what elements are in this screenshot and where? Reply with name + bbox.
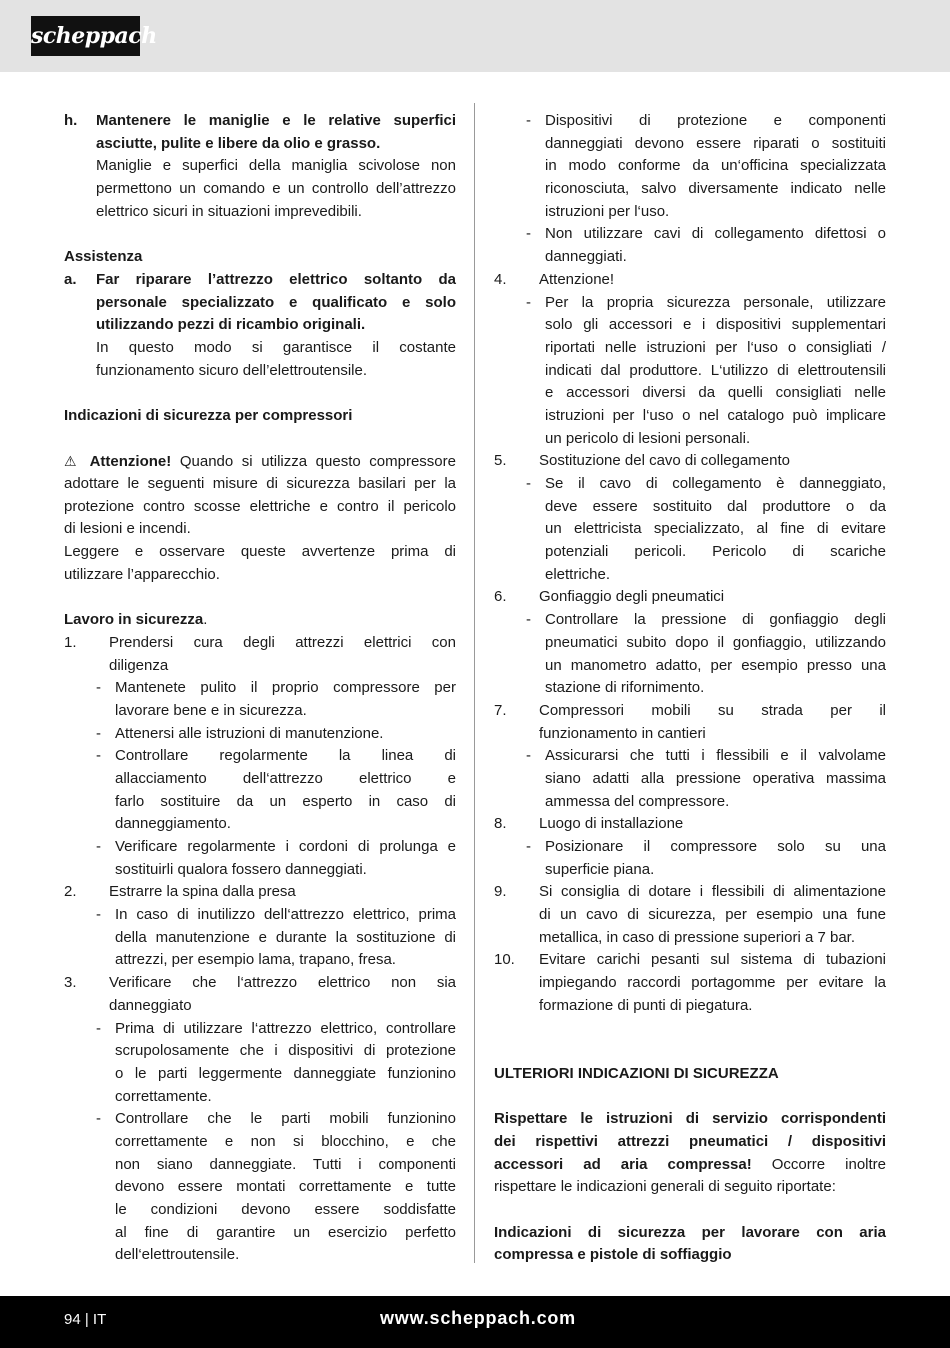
right-bullet-text: un elettricista specializzato, al fine di evitare — [545, 520, 886, 538]
left-bullet-line — [64, 904, 456, 927]
right-bullet-text: Per la propria sicurezza personale, utilizzare — [545, 293, 886, 311]
h-text-2: permettono un comando e un controllo dell’attrezzo — [96, 180, 456, 198]
right-item-7-title — [494, 949, 886, 972]
warning-icon: ⚠ — [64, 453, 81, 470]
rispettare-line-3: accessori ad aria compressa! Occorre inoltre — [494, 1155, 886, 1173]
left-bullet-line — [64, 677, 456, 700]
left-bullet-text: farlo sostituire da un esperto in caso di — [115, 792, 456, 810]
left-bullet-text: sostituirli qualora fossero danneggiati. — [115, 860, 367, 878]
right-item-title-text: metallica, in caso di pressione superiori a 7 bar. — [539, 928, 855, 946]
right-bullet-line — [494, 541, 886, 564]
left-bullet-line — [64, 723, 456, 746]
left-item-number: 2. — [64, 883, 77, 901]
left-bullet-text: In caso di inutilizzo dell‘attrezzo elettrico, prima — [115, 906, 456, 924]
dash-marker: - — [96, 838, 101, 855]
right-bullet-text: potenziali pericoli. Pericolo di scariche — [545, 543, 886, 561]
left-bullet-text: al fine di garantire un esercizio perfetto — [115, 1223, 456, 1241]
h-line-1: h. Mantenere le maniglie e le relative superfici — [64, 112, 456, 129]
right-item-title-text: Compressori mobili su strada per il — [539, 701, 886, 719]
left-bullet-text: danneggiamento. — [115, 815, 231, 833]
right-bullet-line — [494, 314, 886, 337]
right-top-bullet-text: Dispositivi di protezione e componenti — [545, 112, 886, 129]
a-text-1: In questo modo si garantisce il costante — [96, 338, 456, 356]
left-numbered-list — [64, 632, 456, 1267]
left-bullet-text: correttamente. — [115, 1087, 212, 1105]
dash-marker: - — [526, 747, 531, 765]
right-item-number: 5. — [494, 452, 507, 470]
right-top-bullet-text: riconosciuta, salvo diversamente indicato nelle — [545, 180, 886, 198]
left-item-title-text: danneggiato — [109, 996, 192, 1014]
dash-marker: - — [526, 475, 531, 492]
right-bullet-line — [494, 791, 886, 814]
right-item-title-text: Gonfiaggio degli pneumatici — [539, 588, 725, 606]
left-bullet-text: Prima di utilizzare l‘attrezzo elettrico, controllare — [115, 1019, 456, 1037]
right-bullet-line — [494, 360, 886, 383]
left-item-number: 3. — [64, 974, 77, 992]
right-bullet-text: solo gli accessori e i dispositivi supplementari — [545, 316, 886, 334]
left-bullet-text: Attenersi alle istruzioni di manutenzione. — [115, 724, 384, 742]
right-bullet-text: stazione di rifornimento. — [545, 679, 705, 697]
right-item-3-title — [494, 586, 886, 609]
rispettare-line-1: Rispettare le istruzioni di servizio corrispondenti — [494, 1110, 886, 1128]
left-bullet-text: o le parti leggermente danneggiate funzionino — [115, 1064, 456, 1082]
left-bullet-text: devono essere montati correttamente e tutte — [115, 1178, 456, 1196]
right-bullet-text: un manometro adatto, per esempio presso una — [545, 656, 886, 674]
right-bullet-text: siano adatti alla pressione operativa massima — [545, 769, 886, 787]
a-text-2: funzionamento sicuro dell’elettroutensile. — [96, 361, 367, 379]
h-text-1: Maniglie e superfici della maniglia scivolose non — [96, 157, 456, 175]
left-bullet-text: le condizioni devono essere soddisfatte — [115, 1201, 456, 1218]
dash-marker: - — [526, 293, 531, 311]
h-line-2: asciutte, pulite e libere da olio e grasso. — [96, 134, 381, 152]
a-line-1: a. Far riparare l’attrezzo elettrico soltanto da — [64, 270, 456, 288]
left-bullet-line — [64, 1086, 456, 1109]
left-bullet-line — [64, 768, 456, 791]
left-bullet-line — [64, 1154, 456, 1177]
right-bullet-line — [494, 745, 886, 768]
left-item-title-text: Estrarre la spina dalla presa — [109, 883, 296, 901]
right-top-bullet-line — [494, 201, 886, 224]
right-bullet-line — [494, 609, 886, 632]
right-bullet-text: e accessori diversi da quelli consigliati nelle — [545, 384, 886, 402]
final-heading-1: Indicazioni di sicurezza per lavorare con aria — [494, 1223, 886, 1241]
right-item-title-text: formazione di punti di piegatura. — [539, 996, 753, 1014]
left-bullet-text: Verificare regolarmente i cordoni di prolunga e — [115, 838, 456, 855]
right-bullet-text: un pericolo di lesioni personali. — [545, 429, 751, 447]
right-item-number: 8. — [494, 815, 507, 833]
right-bullet-line — [494, 496, 886, 519]
left-item-1-title — [64, 655, 456, 678]
right-bullet-text: pneumatici subito dopo il gonfiaggio, utilizzando — [545, 633, 886, 651]
right-item-5-title — [494, 813, 886, 836]
dash-marker: - — [96, 679, 101, 697]
right-bullet-text: indicati dal produttore. L‘utilizzo di elettroutensili — [545, 361, 886, 379]
right-item-number: 10. — [494, 951, 515, 969]
right-top-bullet-line — [494, 246, 886, 269]
left-bullet-text: dell‘elettroutensile. — [115, 1246, 240, 1264]
right-bullet-text: riportati nelle istruzioni per l‘uso o consigliati / — [545, 338, 886, 356]
right-bullet-line — [494, 518, 886, 541]
left-bullet-line — [64, 949, 456, 972]
dash-marker: - — [526, 225, 531, 243]
left-bullet-line — [64, 1131, 456, 1154]
page-number: 94 | IT — [64, 1311, 107, 1328]
right-bullet-line — [494, 405, 886, 428]
right-item-title-text: Sostituzione del cavo di collegamento — [539, 452, 790, 470]
right-numbered-list — [494, 269, 886, 1018]
right-top-bullets — [494, 110, 886, 269]
dash-marker: - — [526, 112, 531, 129]
right-bullet-line — [494, 564, 886, 587]
dash-marker: - — [526, 611, 531, 629]
left-bullet-line — [64, 1040, 456, 1063]
left-bullet-text: attrezzi, per esempio lama, trapano, fresa. — [115, 951, 396, 969]
right-bullet-text: superficie piana. — [545, 860, 655, 878]
left-bullet-line — [64, 1018, 456, 1041]
left-item-title-text: Prendersi cura degli attrezzi elettrici con — [109, 633, 456, 651]
left-bullet-line — [64, 1063, 456, 1086]
left-item-2-title — [64, 881, 456, 904]
right-column — [494, 110, 886, 1267]
right-bullet-line — [494, 768, 886, 791]
right-top-bullet-line — [494, 110, 886, 133]
warning-line-2: adottare le seguenti misure di sicurezza basilari per la — [64, 475, 456, 492]
ulteriori-heading: ULTERIORI INDICAZIONI DI SICUREZZA — [494, 1064, 779, 1082]
right-bullet-line — [494, 292, 886, 315]
website-link[interactable]: www.scheppach.com — [380, 1308, 576, 1328]
left-bullet-text: lavorare bene e in sicurezza. — [115, 701, 307, 719]
left-bullet-text: Mantenete pulito il proprio compressore per — [115, 679, 456, 697]
right-item-title-text: di un cavo di sicurezza, per esempio una fune — [539, 906, 886, 924]
left-bullet-line — [64, 859, 456, 882]
right-item-1-title — [494, 269, 886, 292]
left-bullet-text: allacciamento dell‘attrezzo elettrico e — [115, 769, 456, 787]
right-item-6-title — [494, 927, 886, 950]
left-item-3-title — [64, 995, 456, 1018]
dash-marker: - — [96, 724, 101, 742]
read-line-1: Leggere e osservare queste avvertenze prima di — [64, 543, 456, 561]
left-bullet-text: non siano danneggiate. Tutti i componenti — [115, 1155, 456, 1173]
column-divider — [474, 103, 475, 1263]
right-top-bullet-text: Non utilizzare cavi di collegamento difettosi o — [545, 225, 886, 243]
right-bullet-line — [494, 859, 886, 882]
warning-line-1: ⚠ Attenzione! Quando si utilizza questo compressore — [64, 453, 456, 471]
right-top-bullet-line — [494, 133, 886, 156]
right-bullet-line — [494, 473, 886, 496]
left-bullet-line — [64, 745, 456, 768]
scheppach-logo: scheppach — [31, 16, 140, 56]
final-heading-2: compressa e pistole di soffiaggio — [494, 1246, 732, 1264]
right-bullet-line — [494, 382, 886, 405]
right-item-title-text: Si consiglia di dotare i flessibili di alimentazione — [539, 883, 886, 901]
left-item-title-text: Verificare che l‘attrezzo elettrico non sia — [109, 974, 456, 992]
right-bullet-text: Posizionare il compressore solo su una — [545, 838, 886, 855]
left-bullet-text: della manutenzione e durante la sostituzione di — [115, 928, 456, 946]
right-item-6-title — [494, 881, 886, 904]
page-header — [0, 0, 950, 72]
right-item-4-title — [494, 723, 886, 746]
dash-marker: - — [96, 1019, 101, 1037]
right-item-title-text: funzionamento in cantieri — [539, 724, 706, 742]
right-top-bullet-line — [494, 155, 886, 178]
dash-marker: - — [96, 747, 101, 765]
right-item-number: 6. — [494, 588, 507, 606]
a-line-2: personale specializzato e qualificato e solo — [96, 293, 456, 311]
lavoro-heading: Lavoro in sicurezza. — [64, 611, 208, 629]
right-bullet-text: istruzioni per l‘uso o nel catalogo può implicare — [545, 406, 886, 424]
right-top-bullet-line — [494, 178, 886, 201]
left-bullet-line — [64, 1108, 456, 1131]
right-bullet-line — [494, 836, 886, 859]
right-bullet-line — [494, 337, 886, 360]
left-bullet-line — [64, 927, 456, 950]
right-item-title-text: Luogo di installazione — [539, 815, 684, 833]
left-item-3-title — [64, 972, 456, 995]
right-bullet-text: ammessa del compressore. — [545, 792, 730, 810]
rispettare-line-2: dei rispettivi attrezzi pneumatici / dispositivi — [494, 1132, 886, 1150]
assistenza-heading: Assistenza — [64, 248, 143, 266]
warning-line-3: protezione contro scosse elettriche e contro il pericolo — [64, 497, 456, 515]
right-bullet-text: Se il cavo di collegamento è danneggiato, — [545, 475, 886, 492]
left-column — [64, 110, 456, 1267]
right-bullet-line — [494, 428, 886, 451]
left-bullet-text: correttamente e non si blocchino, e che — [115, 1132, 456, 1150]
dash-marker: - — [526, 838, 531, 855]
left-bullet-line — [64, 1199, 456, 1222]
left-bullet-text: Controllare regolarmente la linea di — [115, 747, 456, 765]
left-bullet-line — [64, 1222, 456, 1245]
right-top-bullet-text: in modo conforme da un‘officina specializzata — [545, 157, 886, 175]
left-item-number: 1. — [64, 633, 77, 651]
left-bullet-line — [64, 813, 456, 836]
right-top-bullet-line — [494, 223, 886, 246]
a-line-3: utilizzando pezzi di ricambio originali. — [96, 316, 366, 334]
right-item-7-title — [494, 972, 886, 995]
right-bullet-text: Controllare la pressione di gonfiaggio degli — [545, 611, 886, 629]
right-bullet-line — [494, 632, 886, 655]
right-item-title-text: Attenzione! — [539, 270, 615, 288]
right-item-7-title — [494, 995, 886, 1018]
right-top-bullet-text: danneggiati devono essere riparati o sostituiti — [545, 134, 886, 152]
right-bullet-line — [494, 677, 886, 700]
right-bullet-text: elettriche. — [545, 565, 611, 583]
left-item-title-text: diligenza — [109, 656, 169, 674]
left-bullet-text: scrupolosamente che i dispositivi di protezione — [115, 1042, 456, 1060]
warning-line-4: di lesioni e incendi. — [64, 520, 191, 538]
right-item-title-text: Evitare carichi pesanti sul sistema di tubazioni — [539, 951, 886, 969]
right-item-number: 9. — [494, 883, 507, 901]
rispettare-line-4: rispettare le indicazioni generali di seguito riportate: — [494, 1178, 836, 1196]
right-bullet-text: deve essere sostituito dal produttore o da — [545, 497, 886, 515]
right-item-6-title — [494, 904, 886, 927]
right-bullet-text: Assicurarsi che tutti i flessibili e il valvolame — [545, 747, 886, 765]
right-item-2-title — [494, 450, 886, 473]
page-footer — [0, 1296, 950, 1348]
right-item-number: 7. — [494, 701, 507, 719]
h-text-3: elettrico sicuri in situazioni imprevedibili. — [96, 202, 362, 220]
right-bullet-line — [494, 655, 886, 678]
right-top-bullet-text: istruzioni per l‘uso. — [545, 202, 670, 220]
left-bullet-line — [64, 1244, 456, 1267]
left-bullet-line — [64, 791, 456, 814]
right-item-number: 4. — [494, 270, 507, 288]
compressori-heading: Indicazioni di sicurezza per compressori — [64, 406, 353, 424]
left-bullet-text: Controllare che le parti mobili funzionino — [115, 1110, 456, 1128]
left-bullet-line — [64, 700, 456, 723]
left-bullet-line — [64, 836, 456, 859]
right-top-bullet-text: danneggiati. — [545, 248, 627, 266]
dash-marker: - — [96, 1110, 101, 1128]
right-item-title-text: impiegando raccordi portagomme per evitare la — [539, 974, 886, 992]
right-item-4-title — [494, 700, 886, 723]
dash-marker: - — [96, 906, 101, 924]
left-bullet-line — [64, 1176, 456, 1199]
left-item-1-title — [64, 632, 456, 655]
read-line-2: utilizzare l’apparecchio. — [64, 565, 220, 583]
